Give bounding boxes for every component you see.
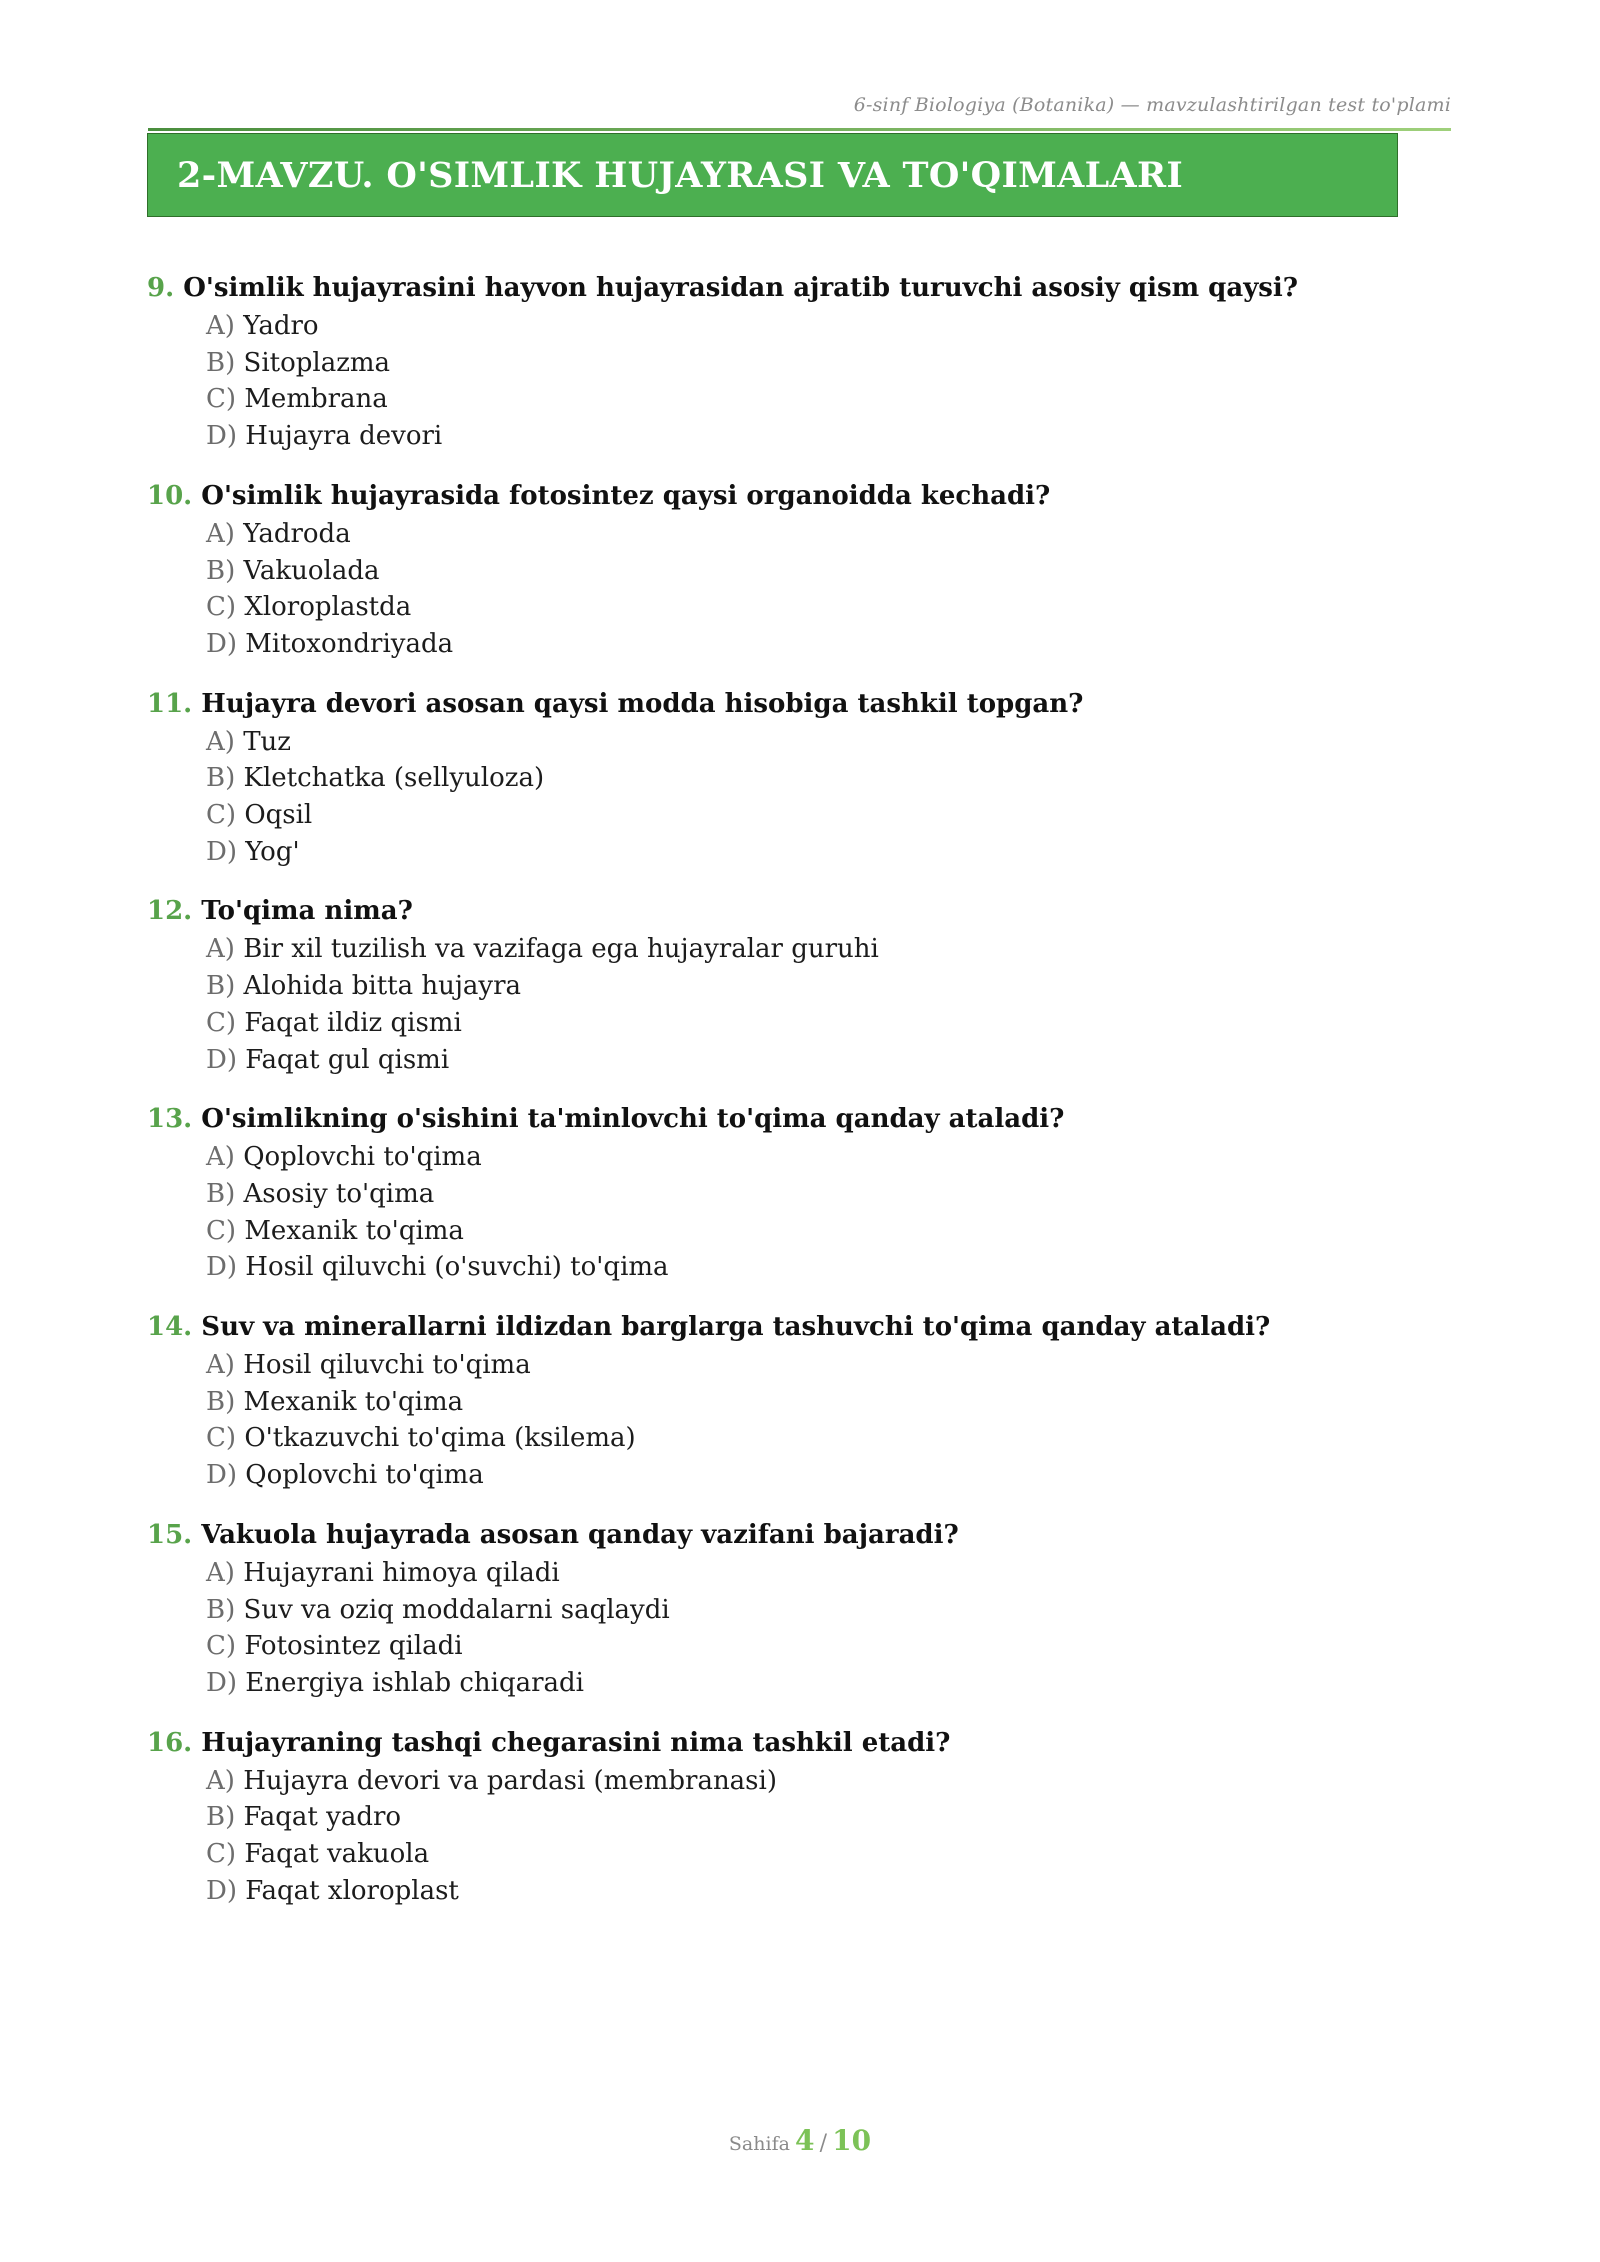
section-title-bar: [147, 133, 1398, 217]
option-list: [147, 1347, 1447, 1494]
option-text: Yadro: [243, 311, 319, 341]
option-text: Vakuolada: [243, 555, 380, 586]
option-letter: C): [206, 1839, 237, 1870]
option-c: [206, 1213, 1447, 1250]
option-text: Sitoplazma: [243, 347, 391, 378]
option-text: Yadroda: [243, 518, 351, 549]
option-text: Faqat gul qismi: [245, 1044, 450, 1075]
option-text: Hujayra devori: [245, 421, 443, 452]
option-text: Tuz: [243, 726, 291, 757]
option-letter: A): [206, 1350, 235, 1381]
option-letter: A): [206, 934, 235, 965]
option-list: [147, 1139, 1447, 1286]
option-d: [206, 1665, 1447, 1702]
option-letter: D): [206, 1460, 237, 1491]
option-b: [206, 1176, 1447, 1213]
option-text: Mexanik to'qima: [243, 1386, 464, 1417]
question-item: [147, 1515, 1447, 1702]
option-text: Kletchatka (sellyuloza): [243, 763, 545, 794]
option-text: Faqat yadro: [243, 1802, 402, 1833]
option-d: [206, 1873, 1447, 1910]
option-a: [206, 1139, 1447, 1176]
option-text: Yog': [245, 836, 300, 867]
option-letter: B): [206, 1594, 236, 1625]
option-text: Oqsil: [244, 800, 313, 831]
question-item: [147, 891, 1447, 1078]
header-rule: [148, 128, 1451, 131]
option-a: [206, 724, 1447, 761]
option-letter: D): [206, 1667, 237, 1698]
option-text: Fotosintez qiladi: [244, 1631, 463, 1662]
option-a: [206, 308, 1447, 345]
option-c: [206, 1420, 1447, 1457]
option-list: [147, 308, 1447, 455]
question-item: [147, 1099, 1447, 1286]
option-d: [206, 1249, 1447, 1286]
option-letter: A): [206, 1765, 235, 1796]
section-title: 2-MAVZU. O'SIMLIK HUJAYRASI VA TO'QIMALARI: [177, 154, 1184, 196]
option-b: [206, 1384, 1447, 1421]
option-letter: D): [206, 836, 237, 867]
question-text: Suv va minerallarni ildizdan barglarga tashuvchi to'qima qanday ataladi?: [201, 1312, 1271, 1343]
question-number: 15.: [147, 1519, 193, 1550]
option-a: [206, 1763, 1447, 1800]
option-text: Alohida bitta hujayra: [243, 971, 522, 1002]
option-letter: C): [206, 1007, 237, 1038]
option-letter: C): [206, 592, 237, 623]
option-d: [206, 1457, 1447, 1494]
option-c: [206, 1628, 1447, 1665]
question-item: [147, 684, 1447, 871]
option-letter: A): [206, 311, 235, 341]
option-b: [206, 1799, 1447, 1836]
question-list: [147, 268, 1447, 1931]
option-letter: B): [206, 1178, 236, 1209]
question-text-line: [147, 1515, 1447, 1555]
question-number: 9.: [147, 273, 175, 303]
question-text: Hujayraning tashqi chegarasini nima tashkil etadi?: [201, 1727, 951, 1758]
option-letter: B): [206, 1386, 236, 1417]
question-text: To'qima nima?: [201, 896, 413, 927]
option-letter: A): [206, 1142, 235, 1173]
option-list: [147, 1763, 1447, 1910]
option-text: Mitoxondriyada: [245, 628, 454, 659]
page-label: Sahifa: [728, 2133, 790, 2155]
option-letter: D): [206, 1044, 237, 1075]
option-letter: D): [206, 421, 237, 452]
option-list: [147, 516, 1447, 663]
question-number: 10.: [147, 480, 193, 511]
option-letter: A): [206, 518, 235, 549]
question-text-line: [147, 684, 1447, 724]
option-c: [206, 1836, 1447, 1873]
option-text: Xloroplastda: [244, 592, 412, 623]
option-text: Hosil qiluvchi to'qima: [243, 1350, 531, 1381]
option-d: [206, 626, 1447, 663]
question-text: O'simlikning o'sishini ta'minlovchi to'qima qanday ataladi?: [201, 1104, 1065, 1135]
option-text: Faqat vakuola: [244, 1839, 430, 1870]
question-text-line: [147, 268, 1447, 308]
question-text-line: [147, 891, 1447, 931]
option-letter: C): [206, 1631, 237, 1662]
question-text: O'simlik hujayrasida fotosintez qaysi organoidda kechadi?: [201, 480, 1051, 511]
question-item: [147, 1307, 1447, 1494]
option-text: Suv va oziq moddalarni saqlaydi: [243, 1594, 670, 1625]
option-list: [147, 724, 1447, 871]
option-c: [206, 1005, 1447, 1042]
option-letter: D): [206, 1875, 237, 1906]
option-list: [147, 1555, 1447, 1702]
total-pages: 10: [832, 2124, 872, 2157]
option-letter: C): [206, 800, 237, 831]
option-b: [206, 760, 1447, 797]
option-text: Hosil qiluvchi (o'suvchi) to'qima: [245, 1252, 669, 1283]
option-a: [206, 516, 1447, 553]
option-a: [206, 1555, 1447, 1592]
page-separator: /: [819, 2131, 828, 2156]
running-header: 6-sinf Biologiya (Botanika) — mavzulashtirilgan test to'plami: [853, 94, 1451, 116]
option-c: [206, 381, 1447, 418]
option-c: [206, 589, 1447, 626]
question-text-line: [147, 476, 1447, 516]
question-number: 12.: [147, 896, 193, 927]
option-text: Energiya ishlab chiqaradi: [245, 1667, 585, 1698]
option-text: Hujayra devori va pardasi (membranasi): [243, 1765, 777, 1796]
option-letter: B): [206, 763, 236, 794]
option-d: [206, 834, 1447, 871]
question-text: Hujayra devori asosan qaysi modda hisobiga tashkil topgan?: [201, 688, 1084, 719]
page-footer: [0, 2124, 1600, 2157]
option-d: [206, 418, 1447, 455]
option-letter: C): [206, 1423, 237, 1454]
option-text: Faqat ildiz qismi: [244, 1007, 462, 1038]
option-text: Bir xil tuzilish va vazifaga ega hujayralar guruhi: [243, 934, 879, 965]
question-text-line: [147, 1307, 1447, 1347]
question-text-line: [147, 1099, 1447, 1139]
option-text: Faqat xloroplast: [245, 1875, 459, 1906]
option-letter: D): [206, 628, 237, 659]
option-letter: D): [206, 1252, 237, 1283]
option-b: [206, 1592, 1447, 1629]
option-letter: C): [206, 384, 237, 415]
option-b: [206, 553, 1447, 590]
question-item: [147, 268, 1447, 455]
option-letter: B): [206, 555, 236, 586]
option-letter: B): [206, 971, 236, 1002]
question-item: [147, 1723, 1447, 1910]
question-number: 14.: [147, 1312, 193, 1343]
option-letter: A): [206, 726, 235, 757]
option-letter: A): [206, 1557, 235, 1588]
option-list: [147, 931, 1447, 1078]
option-b: [206, 345, 1447, 382]
option-letter: B): [206, 347, 236, 378]
question-text: O'simlik hujayrasini hayvon hujayrasidan ajratib turuvchi asosiy qism qaysi?: [183, 273, 1299, 303]
question-item: [147, 476, 1447, 663]
option-text: O'tkazuvchi to'qima (ksilema): [244, 1423, 636, 1454]
option-letter: B): [206, 1802, 236, 1833]
option-text: Asosiy to'qima: [243, 1178, 435, 1209]
option-text: Qoplovchi to'qima: [245, 1460, 484, 1491]
option-c: [206, 797, 1447, 834]
option-text: Qoplovchi to'qima: [243, 1142, 482, 1173]
question-number: 11.: [147, 688, 193, 719]
option-letter: C): [206, 1215, 237, 1246]
option-text: Mexanik to'qima: [244, 1215, 464, 1246]
option-b: [206, 968, 1447, 1005]
question-number: 16.: [147, 1727, 193, 1758]
option-text: Hujayrani himoya qiladi: [243, 1557, 560, 1588]
question-text-line: [147, 1723, 1447, 1763]
option-d: [206, 1042, 1447, 1079]
option-a: [206, 931, 1447, 968]
option-text: Membrana: [244, 384, 388, 415]
question-number: 13.: [147, 1104, 193, 1135]
current-page-number: 4: [795, 2124, 815, 2157]
option-a: [206, 1347, 1447, 1384]
question-text: Vakuola hujayrada asosan qanday vazifani bajaradi?: [201, 1519, 959, 1550]
